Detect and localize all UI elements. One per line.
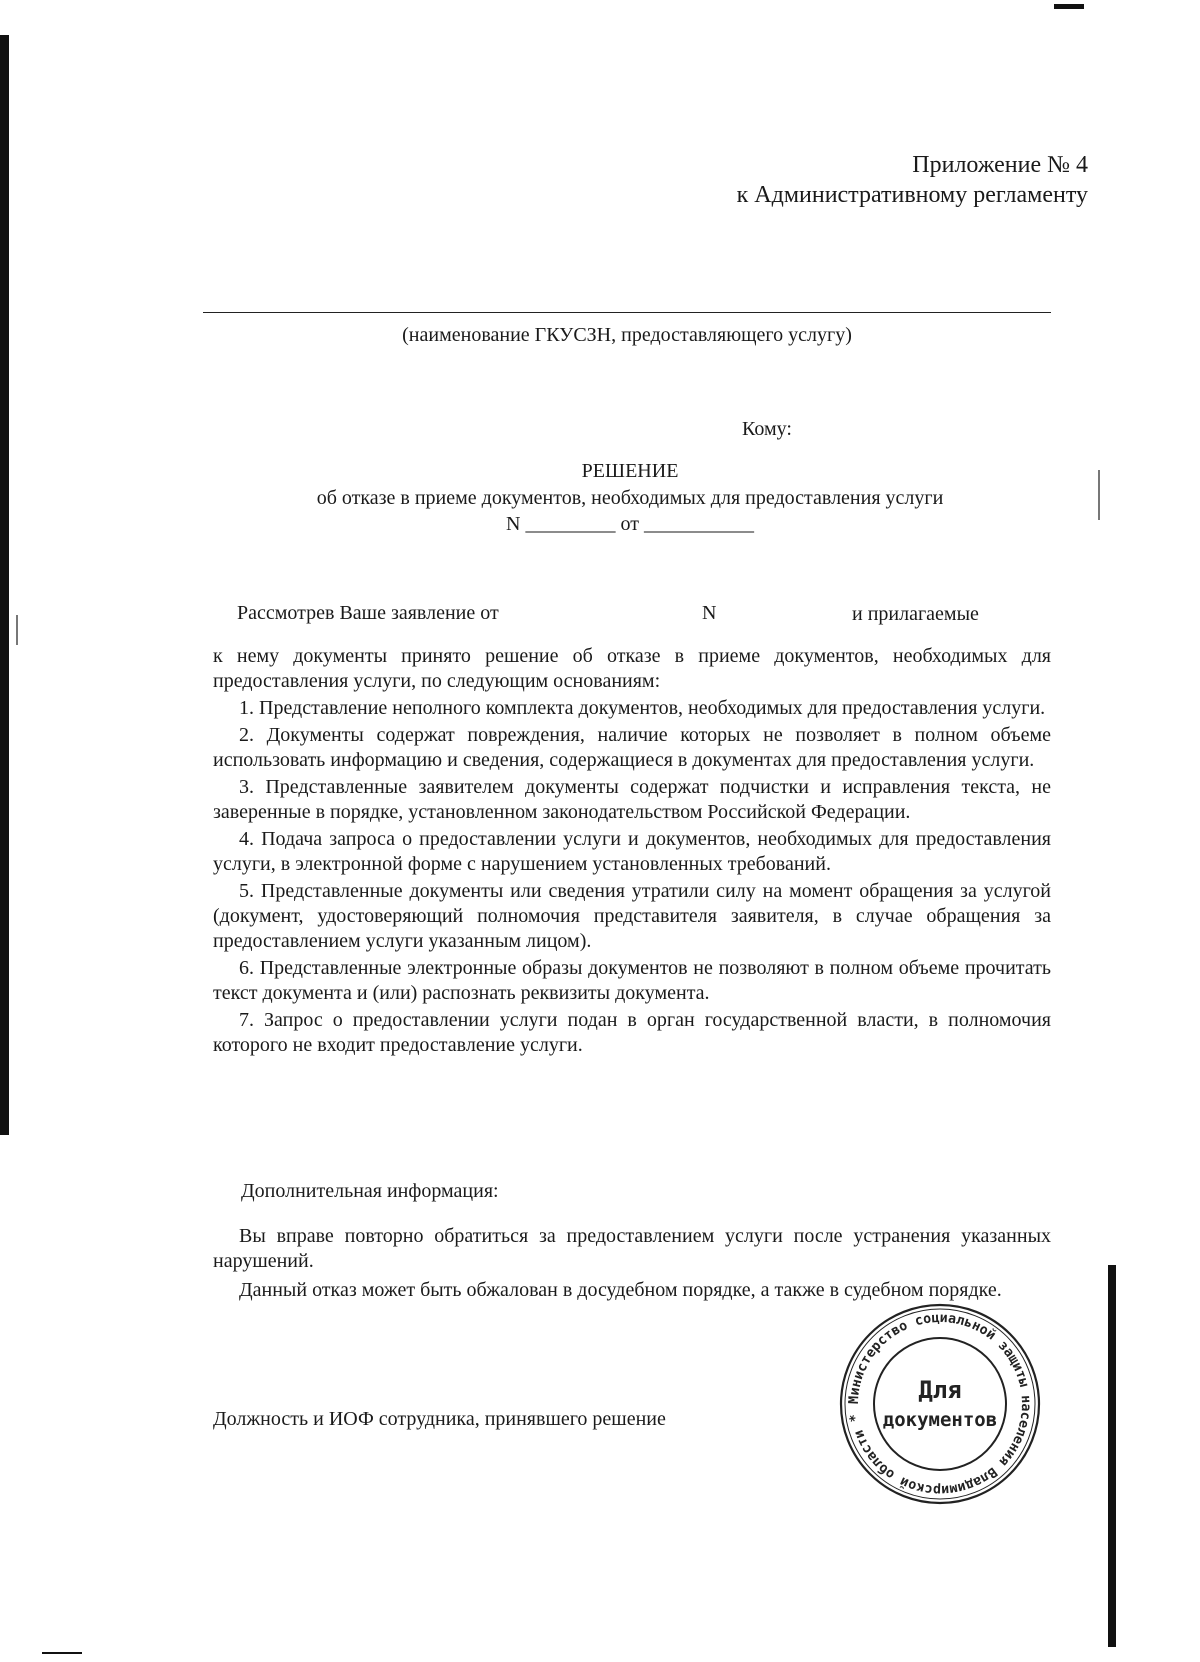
decision-subtitle: об отказе в приеме документов, необходимых для предоставления услуги (316, 487, 944, 509)
closing-notes (213, 1224, 1051, 1305)
scan-edge-left (0, 35, 9, 1135)
scan-mark-left-small (16, 615, 18, 645)
retry-note: Вы вправе повторно обратиться за предоставлением услуги после устранения указанных нарушений. (213, 1225, 1051, 1272)
ground-item: 7. Запрос о предоставлении услуги подан в орган государственной власти, в полномочия которого не входит предоставление услуги. (213, 1009, 1051, 1056)
appendix-number: Приложение № 4 (912, 152, 1088, 178)
stamp-ring-text: Министерство социальной защиты населения Владимирской области * (845, 1309, 1035, 1499)
ground-item: 2. Документы содержат повреждения, наличие которых не позволяет в полном объеме использовать информацию и сведения, содержащиеся в документах для предоставления услуги. (213, 724, 1051, 771)
intro-part1: Рассмотрев Ваше заявление от (237, 602, 499, 624)
intro-part3: и прилагаемые (852, 603, 979, 625)
intro-part2: N (702, 602, 717, 624)
decision-title: РЕШЕНИЕ (581, 460, 679, 482)
decision-number-line: N _________ от ___________ (506, 513, 754, 535)
ground-item: 6. Представленные электронные образы документов не позволяют в полном объеме прочитать текст документа и (или) распознать реквизиты документа. (213, 957, 1051, 1004)
ground-item: 1. Представление неполного комплекта документов, необходимых для предоставления услуги. (239, 697, 1046, 719)
org-name-line (203, 312, 1051, 313)
recipient-label: Кому: (742, 418, 792, 440)
scan-mark-bottom (42, 1652, 82, 1654)
decision-body (213, 644, 1051, 1060)
regulation-reference: к Административному регламенту (736, 182, 1088, 208)
ground-item: 3. Представленные заявителем документы содержат подчистки и исправления текста, не заверенные в порядке, установленном законодательством Российской Федерации. (213, 776, 1051, 823)
stamp-center-line2: документов (882, 1409, 998, 1431)
org-caption: (наименование ГКУСЗН, предоставляющего услугу) (402, 324, 852, 346)
ground-item: 5. Представленные документы или сведения утратили силу на момент обращения за услугой (документ, удостоверяющий полномочия представителя заявителя, в случае обращения за предоставлением услуги указанным лицом). (213, 880, 1051, 952)
additional-info-label: Дополнительная информация: (241, 1180, 499, 1202)
stamp-center-line1: Для (918, 1376, 962, 1404)
signature-label: Должность и ИОФ сотрудника, принявшего решение (213, 1408, 666, 1430)
intro-continuation: к нему документы принято решение об отказе в приеме документов, необходимых для предоставления услуги, по следующим основаниям: (213, 645, 1051, 692)
ground-item: 4. Подача запроса о предоставлении услуги и документов, необходимых для предоставления услуги, в электронной форме с нарушением установленных требований. (213, 828, 1051, 875)
official-stamp (838, 1302, 1042, 1506)
appeal-note: Данный отказ может быть обжалован в досудебном порядке, а также в судебном порядке. (239, 1279, 1002, 1301)
scan-edge-right (1108, 1265, 1116, 1647)
scan-mark-top (1054, 4, 1084, 9)
